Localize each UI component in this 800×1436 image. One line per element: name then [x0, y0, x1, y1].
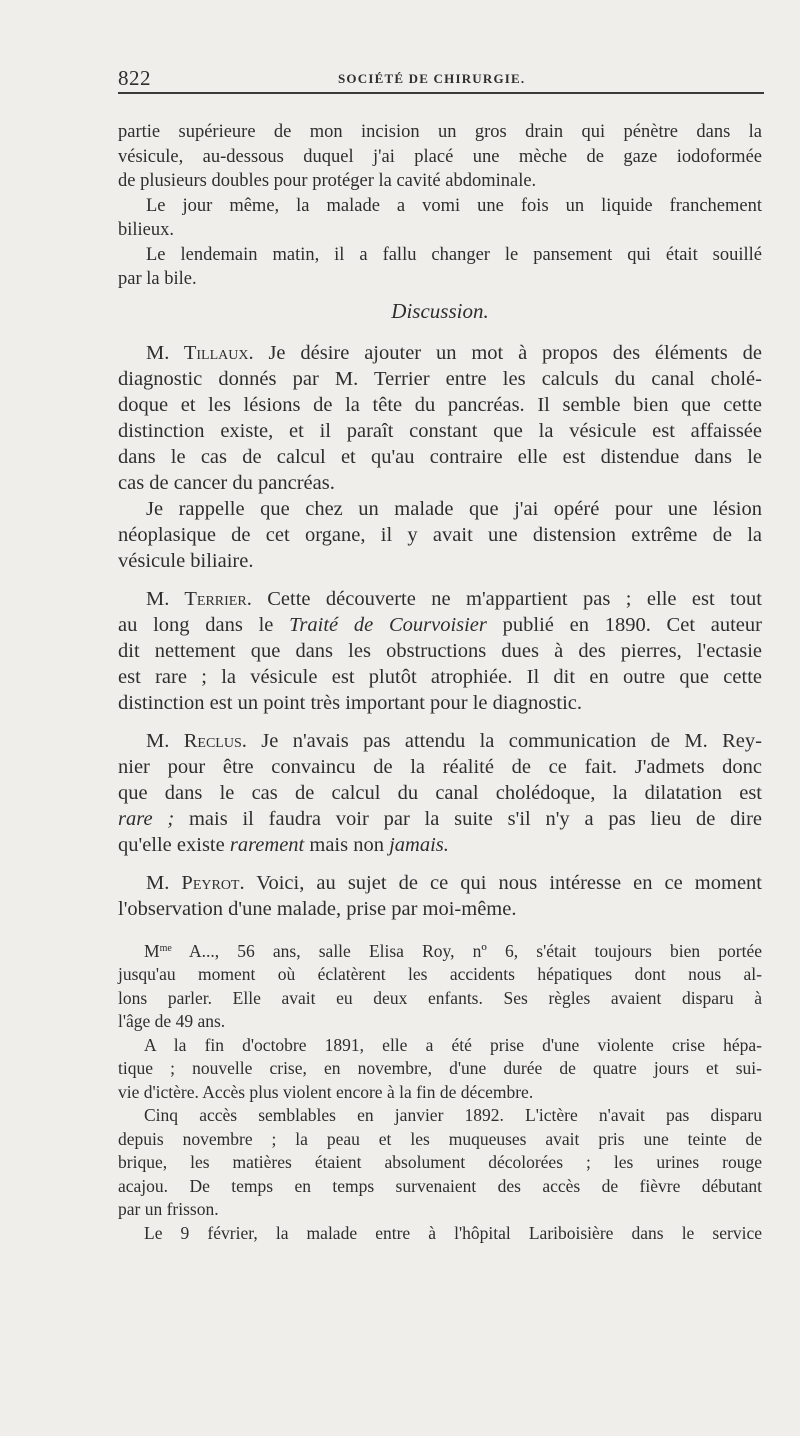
tillaux-remarks	[118, 340, 762, 574]
reclus-remarks	[118, 728, 762, 858]
text-line: jusqu'au moment où éclatèrent les accidents hépatiques dont nous al-	[118, 964, 762, 984]
text-line: par la bile.	[118, 269, 197, 289]
text-run: mais il faudra voir par la suite s'il n'y a pas lieu de dire	[174, 807, 763, 830]
text-line: Cinq accès semblables en janvier 1892. L'ictère n'avait pas disparu	[144, 1105, 762, 1125]
text-line: A la fin d'octobre 1891, elle a été prise d'une violente crise hépa-	[144, 1034, 762, 1055]
superscript: me	[159, 942, 172, 954]
emphasis: rarement	[229, 833, 305, 856]
text-line: brique, les matières étaient absolument décolorées ; les urines rouge	[118, 1152, 762, 1172]
text-line	[118, 728, 762, 754]
text-line: l'âge de 49 ans.	[118, 1011, 226, 1031]
text-line	[118, 806, 762, 832]
terrier-remarks	[118, 586, 762, 716]
text-line: bilieux.	[118, 220, 175, 240]
book-title: Traité de Courvoisier	[289, 613, 487, 636]
text-line: que dans le cas de calcul du canal cholédoque, la dilatation est	[118, 781, 762, 804]
discussion-section	[118, 340, 762, 922]
text-run: Cette découverte ne m'appartient pas ; elle est tout	[251, 587, 762, 610]
page-header	[118, 66, 764, 94]
text-line: cas de cancer du pancréas.	[118, 471, 335, 494]
speaker-name: M. Terrier.	[146, 587, 252, 610]
text-run: publié en 1890. Cet auteur	[486, 613, 762, 636]
text-line: dans le cas de calcul et qu'au contraire elle est distendue dans le	[118, 445, 762, 468]
text-line: vésicule biliaire.	[118, 549, 254, 572]
text-line: Le 9 février, la malade entre à l'hôpital Lariboisière dans le service	[144, 1222, 762, 1243]
page-number: 822	[118, 66, 151, 90]
emphasis: rare ;	[118, 807, 175, 830]
page-body	[118, 120, 762, 1245]
text-run: Je n'avais pas attendu la communication de M. Rey-	[246, 729, 762, 752]
text-line	[118, 940, 762, 964]
text-line: Je rappelle que chez un malade que j'ai opéré pour une lésion	[146, 497, 762, 520]
text-run: A..., 56 ans, salle Elisa Roy, nº 6, s'était toujours bien portée	[171, 940, 762, 961]
text-line: partie supérieure de mon incision un gros drain qui pénètre dans la	[118, 122, 762, 142]
speaker-name: M. Reclus.	[146, 729, 247, 752]
text-line	[118, 586, 762, 612]
spacer	[118, 716, 762, 728]
text-line	[118, 340, 762, 366]
text-line: acajou. De temps en temps survenaient des accès de fièvre débutant	[118, 1175, 762, 1196]
text-line: vie d'ictère. Accès plus violent encore à la fin de décembre.	[118, 1081, 534, 1102]
speaker-name: M. Tillaux.	[146, 341, 254, 364]
text-line: par un frisson.	[118, 1199, 219, 1219]
text-line: dit nettement que dans les obstructions dues à des pierres, l'ectasie	[118, 639, 762, 662]
text-line: nier pour être convaincu de la réalité de ce fait. J'admets donc	[118, 755, 762, 778]
observation-section	[118, 940, 762, 1246]
text-run: mais non	[304, 833, 390, 856]
text-line	[118, 612, 762, 638]
text-line: distinction est un point très important pour le diagnostic.	[118, 691, 583, 714]
peyrot-remarks	[118, 870, 762, 922]
case-report-continuation	[118, 120, 762, 292]
speaker-name: M. Peyrot.	[146, 871, 245, 894]
text-line: néoplasique de cet organe, il y avait une distension extrême de la	[118, 523, 762, 546]
text-line: doque et les lésions de la tête du pancréas. Il semble bien que cette	[118, 393, 762, 416]
text-line: diagnostic donnés par M. Terrier entre les calculs du canal cholé-	[118, 367, 762, 390]
text-run: Voici, au sujet de ce qui nous intéresse en ce moment	[244, 871, 762, 894]
emphasis: jamais.	[389, 833, 449, 856]
text-line: depuis novembre ; la peau et les muqueuses avait pris une teinte de	[118, 1128, 762, 1149]
spacer	[118, 858, 762, 870]
text-line: tique ; nouvelle crise, en novembre, d'une durée de quatre jours et sui-	[118, 1058, 762, 1078]
spacer	[118, 574, 762, 586]
text-run: M	[144, 940, 160, 961]
text-line: est rare ; la vésicule est plutôt atrophiée. Il dit en outre que cette	[118, 665, 762, 688]
text-line	[118, 832, 762, 858]
text-line: l'observation d'une malade, prise par moi-même.	[118, 897, 517, 920]
text-line	[118, 870, 762, 896]
text-line: distinction existe, et il paraît constant que la vésicule est affaissée	[118, 419, 762, 442]
text-run: qu'elle existe	[118, 833, 230, 856]
text-line: Le lendemain matin, il a fallu changer le pansement qui était souillé	[146, 244, 762, 265]
running-title: SOCIÉTÉ DE CHIRURGIE.	[338, 71, 526, 86]
text-line: lons parler. Elle avait eu deux enfants. Ses règles avaient disparu à	[118, 987, 762, 1008]
text-line: vésicule, au-dessous duquel j'ai placé une mèche de gaze iodoformée	[118, 146, 762, 167]
discussion-heading: Discussion.	[391, 298, 489, 323]
text-run: au long dans le	[118, 613, 290, 636]
spacer	[118, 922, 762, 940]
text-line: de plusieurs doubles pour protéger la cavité abdominale.	[118, 171, 537, 191]
text-line: Le jour même, la malade a vomi une fois un liquide franchement	[146, 195, 762, 216]
text-run: Je désire ajouter un mot à propos des éléments de	[253, 341, 762, 364]
